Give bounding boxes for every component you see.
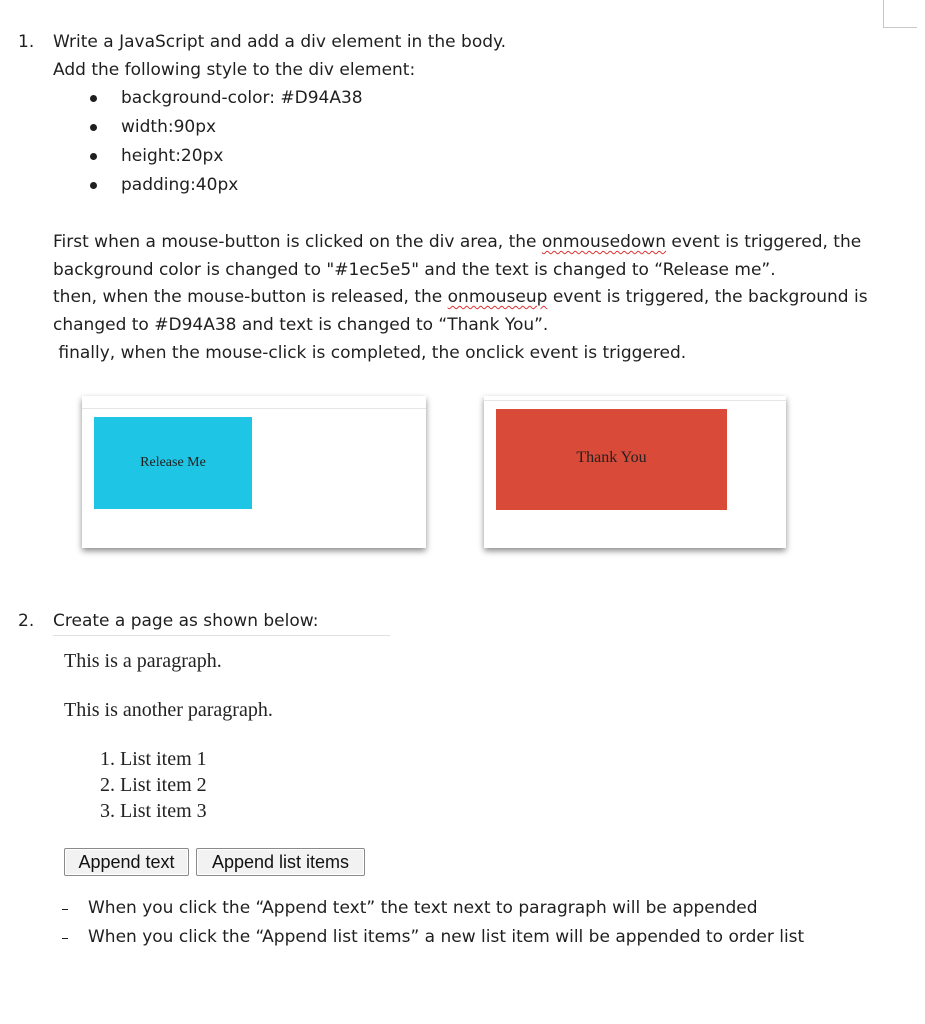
style-item-width: width:90px [121, 117, 217, 137]
q1-number: 1. [18, 32, 35, 52]
dash-bullet-icon [62, 909, 68, 910]
q1-desc-line2: background color is changed to "#1ec5e5" and the text is changed to “Release me”. [53, 260, 776, 280]
q2-underline [53, 635, 390, 636]
demo-box-thankyou-label: Thank You [576, 449, 647, 466]
demo-list-item: 2. List item 2 [100, 774, 207, 796]
style-item-padding: padding:40px [121, 175, 239, 195]
q1-desc-line4: changed to #D94A38 and text is changed to “Thank You”. [53, 315, 549, 335]
bullet-dot-icon [90, 124, 97, 131]
q1-desc-line3: then, when the mouse-button is released, the onmouseup event is triggered, the background is [53, 287, 868, 307]
bullet-dot-icon [90, 95, 97, 102]
demo-list-item: 3. List item 3 [100, 800, 207, 822]
demo-list-item: 1. List item 1 [100, 748, 207, 770]
demo-box-release [94, 417, 252, 509]
append-list-items-button[interactable]: Append list items [196, 848, 365, 876]
q1-line1: Write a JavaScript and add a div element in the body. [53, 32, 507, 52]
dash-bullet-icon [62, 938, 68, 939]
page-corner-mark [883, 0, 917, 28]
style-item-background: background-color: #D94A38 [121, 88, 363, 108]
demo-box-release-label: Release Me [140, 455, 206, 470]
style-item-height: height:20px [121, 146, 224, 166]
q2-note-2: When you click the “Append list items” a new list item will be appended to order list [88, 927, 805, 947]
demo-screenshot-mousedown [82, 396, 426, 548]
q2-line1: Create a page as shown below: [53, 611, 319, 631]
demo-paragraph-1: This is a paragraph. [64, 650, 222, 672]
append-text-button[interactable]: Append text [64, 848, 189, 876]
demo-paragraph-2: This is another paragraph. [64, 699, 273, 721]
bullet-dot-icon [90, 153, 97, 160]
q1-desc-line1: First when a mouse-button is clicked on the div area, the onmousedown event is triggered, the [53, 232, 862, 252]
bullet-dot-icon [90, 182, 97, 189]
demo-screenshot-mouseup [484, 396, 786, 548]
demo-box-thankyou [496, 409, 727, 510]
q2-note-1: When you click the “Append text” the text next to paragraph will be appended [88, 898, 758, 918]
q1-desc-line5: finally, when the mouse-click is completed, the onclick event is triggered. [53, 343, 687, 363]
q2-number: 2. [18, 611, 35, 631]
q1-line2: Add the following style to the div element: [53, 60, 416, 80]
